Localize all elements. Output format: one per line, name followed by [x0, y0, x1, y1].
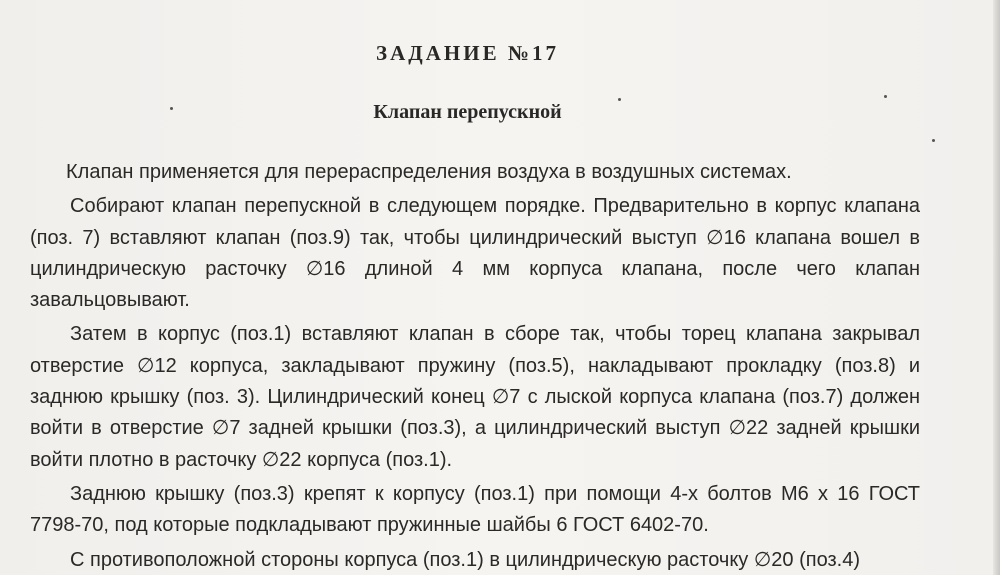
page-edge: [993, 0, 1000, 575]
paragraph-opposite-side: С противоположной стороны корпуса (поз.1) в цилиндрическую расточку ∅20 (поз.4): [70, 548, 860, 571]
assignment-body: [30, 157, 920, 575]
paragraph-housing-assembly: Затем в корпус (поз.1) вставляют клапан в сборе так, чтобы торец клапана закрывал отверстие ∅12 корпуса, закладывают пружину (поз.5), накладывают прокладку (поз.8) и заднюю крышку (поз. 3). Цилиндрический конец ∅7 с лыской корпуса клапана (поз.7) должен войти в отверстие ∅7 задней крышки (поз.3), а цилиндрический выступ ∅22 задней крышки войти плотно в расточку ∅22 корпуса (поз.1).: [30, 323, 920, 471]
scan-speck: [884, 95, 887, 98]
assignment-title: ЗАДАНИЕ №17: [376, 41, 559, 65]
scan-speck: [932, 139, 935, 142]
paragraph-assembly-order: Собирают клапан перепускной в следующем порядке. Предварительно в корпус клапана (поз. 7) вставляют клапан (поз.9) так, чтобы цилиндрический выступ ∅16 клапана вошел в цилиндрическую расточку ∅16 длиной 4 мм корпуса клапана, после чего клапан завальцовывают.: [30, 195, 920, 312]
paragraph-rear-cover-fastening: Заднюю крышку (поз.3) крепят к корпусу (поз.1) при помощи 4-х болтов М6 х 16 ГОСТ 7798-70, под которые подкладывают пружинные шайбы 6 ГОСТ 6402-70.: [30, 482, 920, 537]
scan-speck: [170, 107, 173, 110]
scan-speck: [618, 98, 621, 101]
paragraph-purpose: Клапан применяется для перераспределения воздуха в воздушных системах.: [66, 161, 792, 183]
assignment-subtitle: Клапан перепускной: [373, 101, 562, 123]
